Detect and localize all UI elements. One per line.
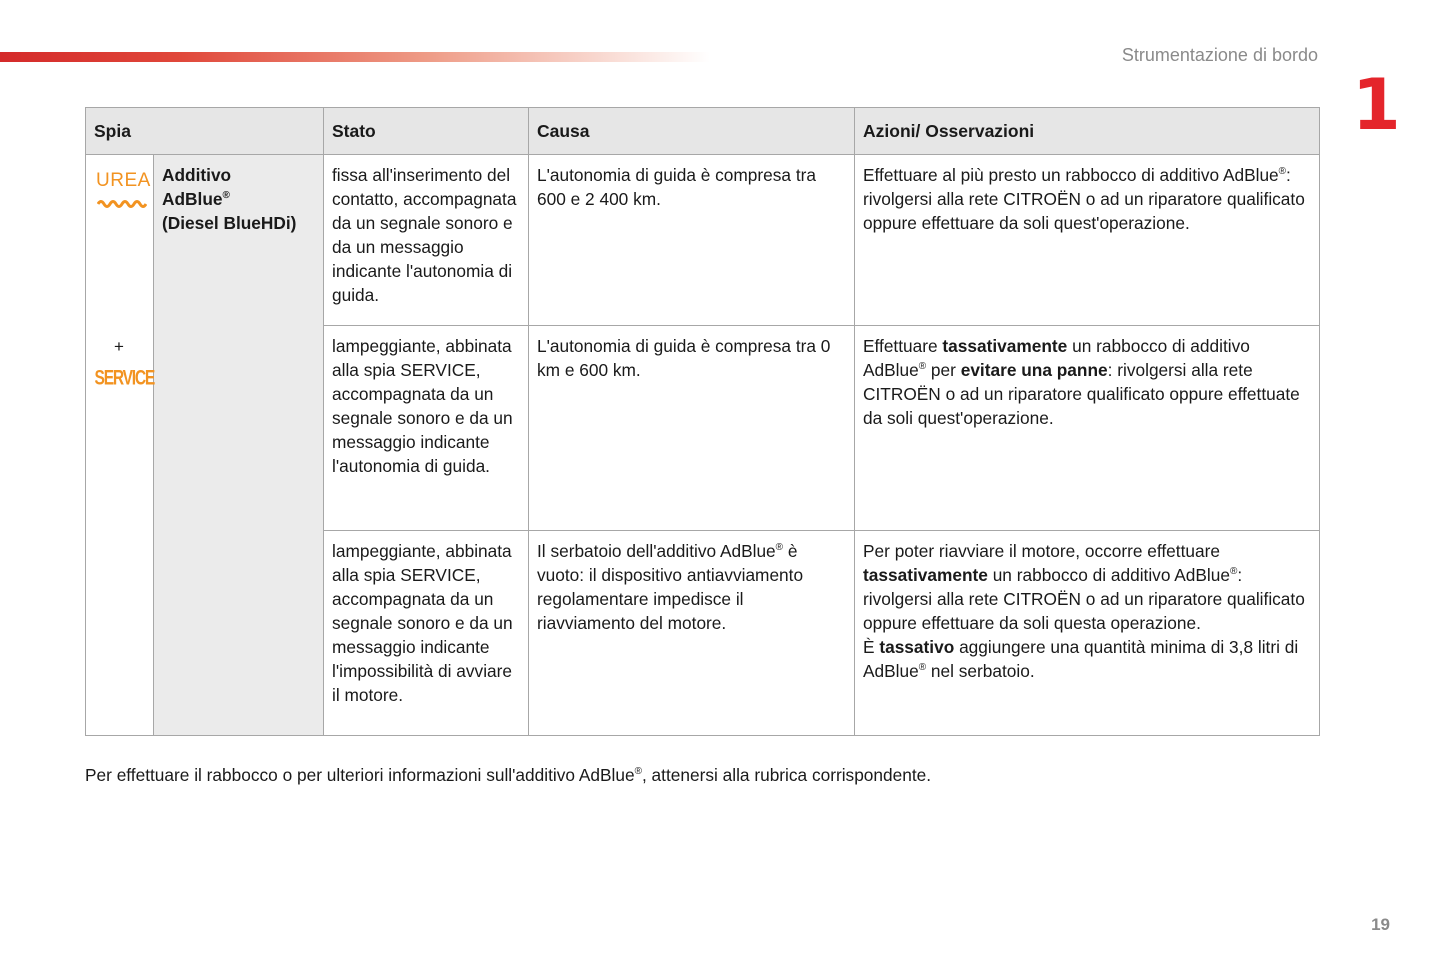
chapter-number: 1 [1352, 64, 1401, 146]
text-span: : rivolgersi alla rete CITROËN o ad un riparatore qualificato oppure effettuare da soli questa operazione. [863, 565, 1305, 633]
service-icon-label: SERVICE [94, 366, 155, 391]
text-span: : rivolgersi alla rete CITROËN o ad un riparatore qualificato oppure effettuare da soli quest'operazione. [863, 165, 1305, 233]
reg-mark: ® [634, 766, 642, 777]
warning-light-table [85, 107, 1320, 736]
indicator-name-line2: AdBlue [162, 189, 223, 209]
bold-text: tassativo [879, 637, 955, 657]
row2-stato: lampeggiante, abbinata alla spia SERVICE, accompagnata da un segnale sonoro e da un messaggio indicante l'autonomia di guida. [324, 326, 529, 531]
row3-stato: lampeggiante, abbinata alla spia SERVICE, accompagnata da un segnale sonoro e da un messaggio indicante l'impossibilità di avviare il motore. [324, 531, 529, 736]
header-spia: Spia [86, 108, 324, 155]
reg-mark: ® [775, 542, 784, 553]
header-azioni: Azioni/ Osservazioni [855, 108, 1320, 155]
reg-mark: ® [918, 361, 927, 372]
text-span: Per effettuare il rabbocco o per ulteriori informazioni sull'additivo AdBlue [85, 765, 635, 785]
bold-text: tassativamente [942, 336, 1068, 356]
reg-mark: ® [1230, 566, 1238, 577]
text-span: un rabbocco di additivo AdBlue [863, 336, 1250, 380]
footer-note [85, 765, 931, 786]
text-span: un rabbocco di additivo AdBlue [987, 565, 1230, 585]
wave-icon [97, 199, 147, 209]
text-span: , attenersi alla rubrica corrispondente. [641, 765, 932, 785]
text-span: nel serbatoio. [926, 661, 1035, 681]
reg-mark: ® [1278, 166, 1287, 177]
indicator-icons-cell [86, 155, 154, 736]
text-span: per [926, 360, 961, 380]
row3-azioni [855, 531, 1320, 736]
plus-sign: + [114, 337, 124, 356]
header-causa: Causa [529, 108, 855, 155]
table-header-row [86, 108, 1320, 155]
urea-warning-icon [96, 170, 151, 215]
header-stato: Stato [324, 108, 529, 155]
indicator-name-line3: (Diesel BlueHDi) [162, 213, 297, 233]
text-span: Effettuare al più presto un rabbocco di additivo AdBlue [863, 165, 1279, 185]
row1-azioni [855, 155, 1320, 326]
service-warning-icon [88, 366, 155, 391]
bold-text: evitare una panne [960, 360, 1108, 380]
bold-text: tassativamente [863, 565, 988, 585]
indicator-name-cell [154, 155, 324, 736]
text-span: è vuoto: il dispositivo antiavviamento regolamentare impedisce il riavviamento del motore. [537, 541, 804, 633]
indicator-name-line1: Additivo [162, 165, 232, 185]
text-span: Il serbatoio dell'additivo AdBlue [537, 541, 776, 561]
text-span: : rivolgersi alla rete CITROËN o ad un riparatore qualificato oppure effettuate da soli quest'operazione. [863, 360, 1300, 428]
section-title: Strumentazione di bordo [1121, 45, 1318, 65]
text-span: È [863, 637, 880, 657]
reg-mark: ® [222, 190, 230, 201]
row2-azioni [855, 326, 1320, 531]
table-row [86, 155, 1320, 326]
row3-causa [529, 531, 855, 736]
reg-mark: ® [918, 662, 927, 673]
text-span: Per poter riavviare il motore, occorre effettuare [863, 541, 1220, 561]
row1-causa: L'autonomia di guida è compresa tra 600 e 2 400 km. [529, 155, 855, 326]
row2-causa: L'autonomia di guida è compresa tra 0 km e 600 km. [529, 326, 855, 531]
page-number: 19 [1371, 915, 1390, 934]
urea-icon-label: UREA [96, 170, 151, 191]
header-accent-bar [0, 52, 710, 62]
text-span: aggiungere una quantità minima di 3,8 litri di AdBlue [863, 637, 1299, 681]
text-span: Effettuare [863, 336, 943, 356]
row1-stato: fissa all'inserimento del contatto, accompagnata da un segnale sonoro e da un messaggio indicante l'autonomia di guida. [324, 155, 529, 326]
